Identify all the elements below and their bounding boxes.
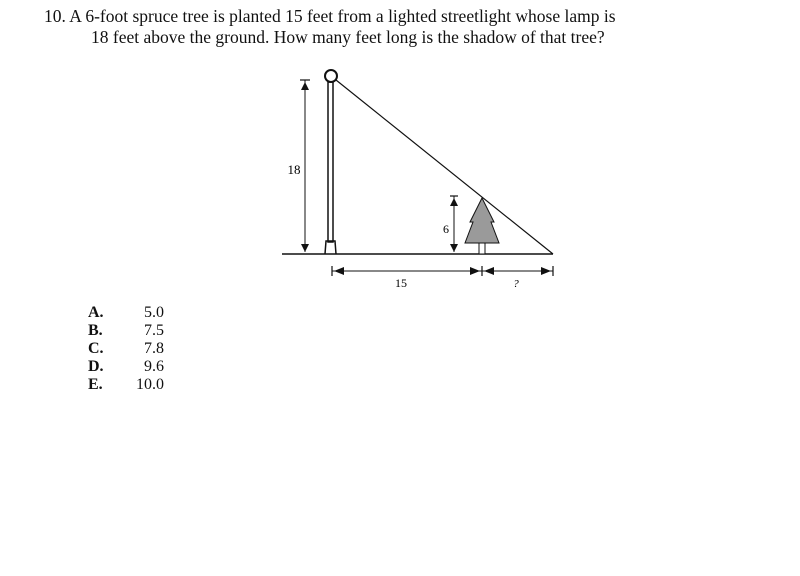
choice-letter: D.	[88, 358, 104, 375]
streetlight-base	[325, 241, 336, 254]
choice-d[interactable]	[88, 358, 164, 376]
shadow-right-arrow	[541, 267, 551, 275]
choice-value: 9.6	[144, 358, 164, 375]
answer-choices	[88, 304, 164, 394]
tree-height-bottom-arrow	[450, 244, 458, 252]
choice-b[interactable]	[88, 322, 164, 340]
choice-value: 10.0	[136, 376, 164, 393]
pole-height-bottom-arrow	[301, 244, 309, 252]
question-text-1: A 6-foot spruce tree is planted 15 feet from a lighted streetlight whose lamp is	[69, 6, 616, 26]
pole-height-top-arrow	[301, 82, 309, 90]
choice-e[interactable]	[88, 376, 164, 394]
tree-icon	[465, 198, 499, 243]
choice-value: 5.0	[144, 304, 164, 321]
tree-height-top-arrow	[450, 198, 458, 206]
question-number: 10.	[44, 6, 66, 26]
shadow-label: ?	[513, 278, 519, 290]
streetlight-lamp	[325, 70, 337, 82]
choice-c[interactable]	[88, 340, 164, 358]
question-line-2: 18 feet above the ground. How many feet long is the shadow of that tree?	[91, 27, 605, 47]
choice-letter: C.	[88, 340, 104, 357]
choice-value: 7.8	[144, 340, 164, 357]
tree-trunk	[479, 243, 485, 254]
distance-label: 15	[395, 276, 407, 290]
distance-left-arrow	[334, 267, 344, 275]
choice-letter: A.	[88, 304, 104, 321]
choice-a[interactable]	[88, 304, 164, 322]
choice-letter: E.	[88, 376, 103, 393]
tree-height-label: 6	[443, 222, 449, 236]
distance-right-arrow	[470, 267, 480, 275]
pole-height-label: 18	[287, 162, 301, 177]
choice-value: 7.5	[144, 322, 164, 339]
streetlight-pole	[328, 82, 333, 242]
choice-letter: B.	[88, 322, 103, 339]
